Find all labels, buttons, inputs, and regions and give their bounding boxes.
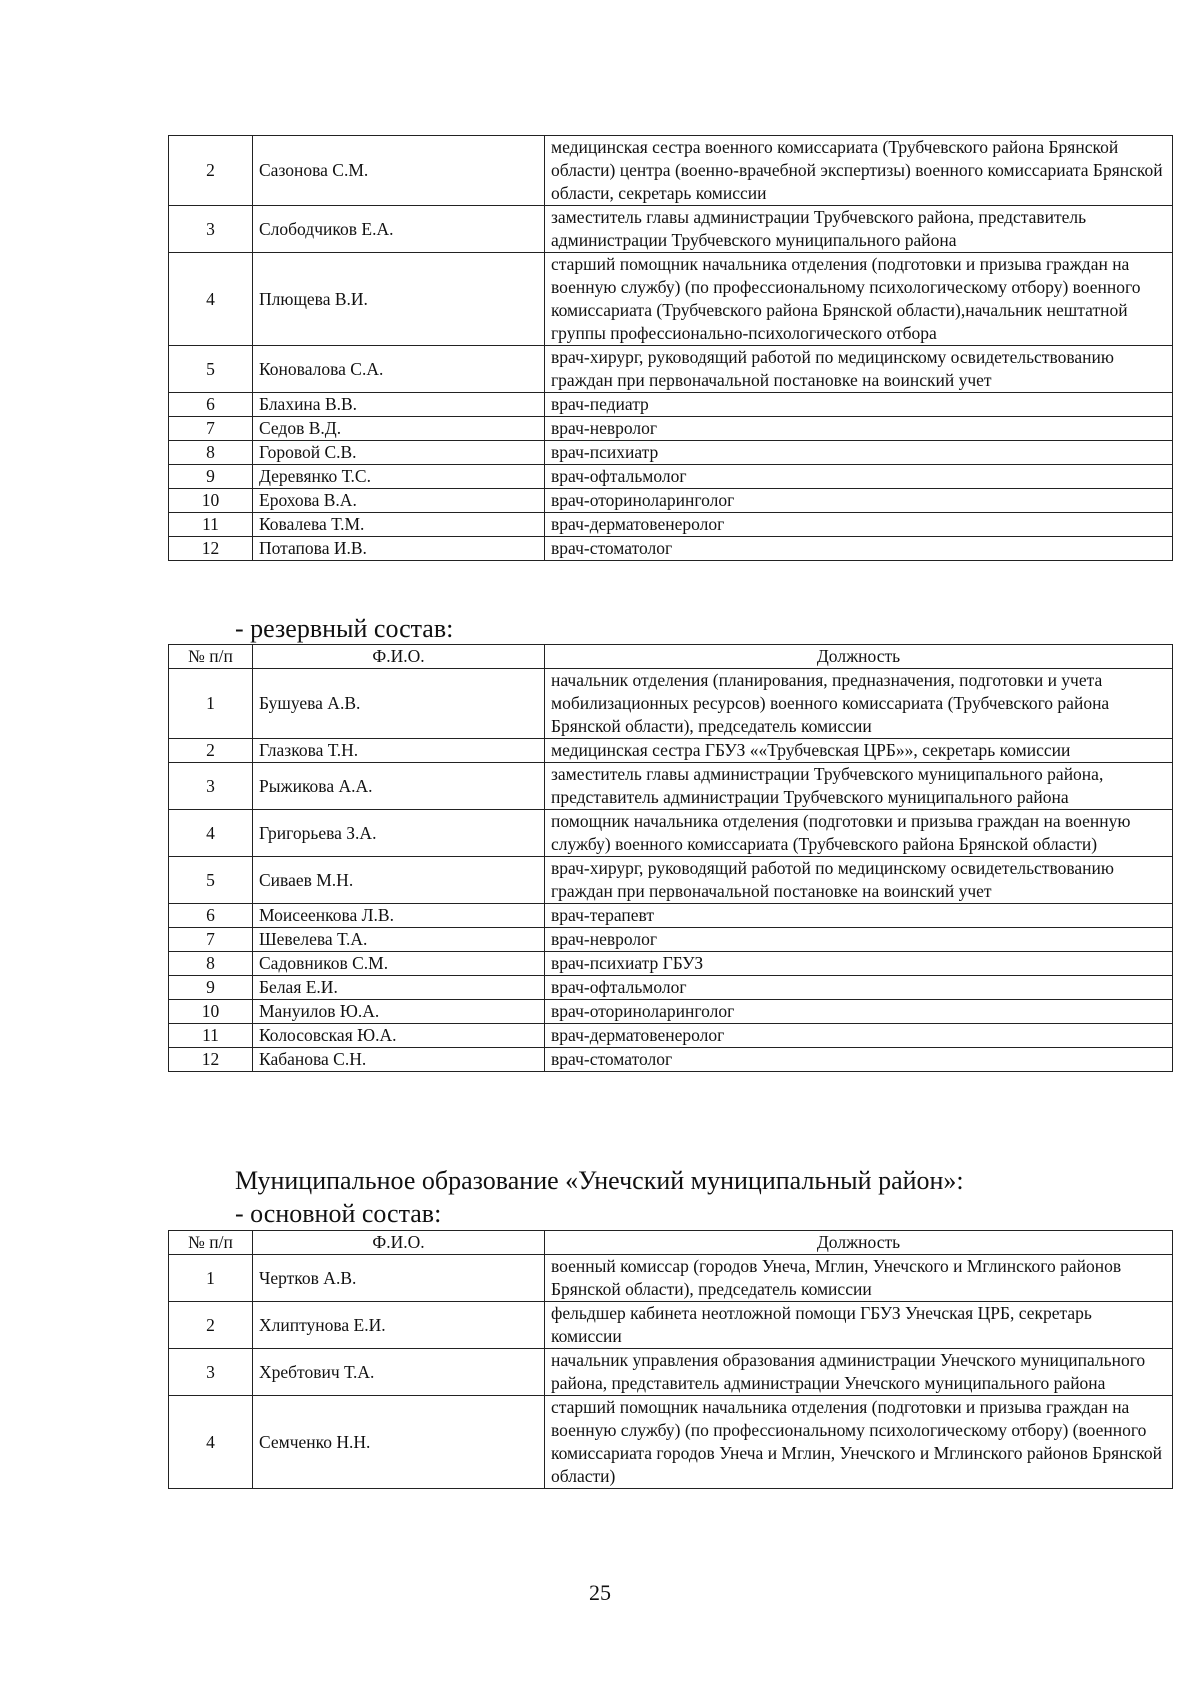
row-number: 8 xyxy=(169,441,253,465)
row-number: 4 xyxy=(169,253,253,346)
row-full-name: Потапова И.В. xyxy=(253,537,545,561)
row-full-name: Глазкова Т.Н. xyxy=(253,739,545,763)
header-position: Должность xyxy=(545,645,1173,669)
table-row xyxy=(169,857,1173,904)
row-number: 11 xyxy=(169,1024,253,1048)
table-row xyxy=(169,763,1173,810)
row-full-name: Бушуева А.В. xyxy=(253,669,545,739)
table-row xyxy=(169,1255,1173,1302)
row-full-name: Семченко Н.Н. xyxy=(253,1396,545,1489)
table-row xyxy=(169,136,1173,206)
table-row xyxy=(169,489,1173,513)
row-position: помощник начальника отделения (подготовки и призыва граждан на военную службу) военного комиссариата (Трубчевского района Брянской области) xyxy=(545,810,1173,857)
table-body xyxy=(169,669,1173,1072)
row-number: 2 xyxy=(169,136,253,206)
row-position: врач-психиатр ГБУЗ xyxy=(545,952,1173,976)
reserve-composition-heading: - резервный состав: xyxy=(235,614,454,643)
table-row xyxy=(169,976,1173,1000)
table-row xyxy=(169,1349,1173,1396)
table-row xyxy=(169,465,1173,489)
row-position: врач-терапевт xyxy=(545,904,1173,928)
row-position: врач-офтальмолог xyxy=(545,976,1173,1000)
table-row xyxy=(169,513,1173,537)
row-number: 9 xyxy=(169,976,253,1000)
row-full-name: Горовой С.В. xyxy=(253,441,545,465)
row-full-name: Ерохова В.А. xyxy=(253,489,545,513)
row-full-name: Кабанова С.Н. xyxy=(253,1048,545,1072)
table-row xyxy=(169,417,1173,441)
row-position: врач-педиатр xyxy=(545,393,1173,417)
row-number: 4 xyxy=(169,1396,253,1489)
row-full-name: Сазонова С.М. xyxy=(253,136,545,206)
reserve-composition-table xyxy=(168,644,1173,1072)
row-position: врач-дерматовенеролог xyxy=(545,513,1173,537)
table-header xyxy=(169,1231,1173,1255)
header-number: № п/п xyxy=(169,1231,253,1255)
table-header-row xyxy=(169,1231,1173,1255)
row-full-name: Садовников С.М. xyxy=(253,952,545,976)
row-number: 6 xyxy=(169,904,253,928)
table-row xyxy=(169,904,1173,928)
row-position: медицинская сестра ГБУЗ ««Трубчевская ЦРБ»», секретарь комиссии xyxy=(545,739,1173,763)
row-number: 1 xyxy=(169,1255,253,1302)
row-full-name: Хребтович Т.А. xyxy=(253,1349,545,1396)
row-full-name: Хлиптунова Е.И. xyxy=(253,1302,545,1349)
row-position: военный комиссар (городов Унеча, Мглин, Унечского и Мглинского районов Брянской области), председатель комиссии xyxy=(545,1255,1173,1302)
header-position: Должность xyxy=(545,1231,1173,1255)
table-row xyxy=(169,810,1173,857)
table-row xyxy=(169,253,1173,346)
table-row xyxy=(169,739,1173,763)
row-position: врач-офтальмолог xyxy=(545,465,1173,489)
row-position: врач-невролог xyxy=(545,928,1173,952)
table-row xyxy=(169,441,1173,465)
main-composition-heading: - основной состав: xyxy=(235,1199,442,1228)
row-position: врач-стоматолог xyxy=(545,537,1173,561)
header-name: Ф.И.О. xyxy=(253,645,545,669)
table-row xyxy=(169,928,1173,952)
row-number: 3 xyxy=(169,1349,253,1396)
row-number: 7 xyxy=(169,928,253,952)
row-number: 8 xyxy=(169,952,253,976)
table-row xyxy=(169,393,1173,417)
row-number: 5 xyxy=(169,857,253,904)
table-body xyxy=(169,136,1173,561)
row-full-name: Колосовская Ю.А. xyxy=(253,1024,545,1048)
row-position: медицинская сестра военного комиссариата (Трубчевского района Брянской области) центра (военно-врачебной экспертизы) военного комиссариата Брянской области, секретарь комиссии xyxy=(545,136,1173,206)
row-position: заместитель главы администрации Трубчевского района, представитель администрации Трубчевского муниципального района xyxy=(545,206,1173,253)
row-full-name: Слободчиков Е.А. xyxy=(253,206,545,253)
table-body xyxy=(169,1255,1173,1489)
main-composition-table-continued xyxy=(168,135,1173,561)
row-number: 3 xyxy=(169,763,253,810)
row-number: 10 xyxy=(169,1000,253,1024)
row-full-name: Рыжикова А.А. xyxy=(253,763,545,810)
page-number: 25 xyxy=(589,1580,611,1605)
row-full-name: Шевелева Т.А. xyxy=(253,928,545,952)
row-number: 9 xyxy=(169,465,253,489)
table-row xyxy=(169,1396,1173,1489)
row-number: 5 xyxy=(169,346,253,393)
table-row xyxy=(169,1302,1173,1349)
row-position: старший помощник начальника отделения (подготовки и призыва граждан на военную службу) (по профессиональному психологическому отбору) (военного комиссариата городов Унеча и Мглин, Унечского и Мглинского районов Брянской области) xyxy=(545,1396,1173,1489)
row-position: врач-оториноларинголог xyxy=(545,1000,1173,1024)
table-row xyxy=(169,952,1173,976)
table-row xyxy=(169,1000,1173,1024)
table-row xyxy=(169,537,1173,561)
row-position: фельдшер кабинета неотложной помощи ГБУЗ Унечская ЦРБ, секретарь комиссии xyxy=(545,1302,1173,1349)
row-position: начальник отделения (планирования, предназначения, подготовки и учета мобилизационных ресурсов) военного комиссариата (Трубчевского района Брянской области), председатель комиссии xyxy=(545,669,1173,739)
row-full-name: Мануилов Ю.А. xyxy=(253,1000,545,1024)
municipality-heading: Муниципальное образование «Унечский муниципальный район»: xyxy=(235,1166,964,1195)
table-row xyxy=(169,669,1173,739)
table-row xyxy=(169,1048,1173,1072)
row-full-name: Чертков А.В. xyxy=(253,1255,545,1302)
row-full-name: Коновалова С.А. xyxy=(253,346,545,393)
table-header-row xyxy=(169,645,1173,669)
row-position: врач-хирург, руководящий работой по медицинскому освидетельствованию граждан при первоначальной постановке на воинский учет xyxy=(545,346,1173,393)
row-full-name: Деревянко Т.С. xyxy=(253,465,545,489)
row-full-name: Моисеенкова Л.В. xyxy=(253,904,545,928)
row-number: 2 xyxy=(169,1302,253,1349)
row-position: врач-хирург, руководящий работой по медицинскому освидетельствованию граждан при первоначальной постановке на воинский учет xyxy=(545,857,1173,904)
row-position: начальник управления образования администрации Унечского муниципального района, представитель администрации Унечского муниципального района xyxy=(545,1349,1173,1396)
table-row xyxy=(169,1024,1173,1048)
row-position: врач-психиатр xyxy=(545,441,1173,465)
row-position: врач-оториноларинголог xyxy=(545,489,1173,513)
row-number: 2 xyxy=(169,739,253,763)
table-row xyxy=(169,346,1173,393)
row-position: старший помощник начальника отделения (подготовки и призыва граждан на военную службу) (по профессиональному психологическому отбору) военного комиссариата (Трубчевского района Брянской области),начальник нештатной группы профессионально-психологического отбора xyxy=(545,253,1173,346)
table-row xyxy=(169,206,1173,253)
unecha-main-composition-table xyxy=(168,1230,1173,1489)
row-position: заместитель главы администрации Трубчевского муниципального района, представитель администрации Трубчевского муниципального района xyxy=(545,763,1173,810)
row-position: врач-невролог xyxy=(545,417,1173,441)
row-full-name: Плющева В.И. xyxy=(253,253,545,346)
header-name: Ф.И.О. xyxy=(253,1231,545,1255)
row-full-name: Григорьева З.А. xyxy=(253,810,545,857)
table-header xyxy=(169,645,1173,669)
row-full-name: Блахина В.В. xyxy=(253,393,545,417)
row-number: 12 xyxy=(169,1048,253,1072)
row-number: 12 xyxy=(169,537,253,561)
row-number: 7 xyxy=(169,417,253,441)
row-number: 4 xyxy=(169,810,253,857)
header-number: № п/п xyxy=(169,645,253,669)
row-number: 6 xyxy=(169,393,253,417)
row-number: 3 xyxy=(169,206,253,253)
row-position: врач-стоматолог xyxy=(545,1048,1173,1072)
row-full-name: Белая Е.И. xyxy=(253,976,545,1000)
row-full-name: Седов В.Д. xyxy=(253,417,545,441)
row-number: 1 xyxy=(169,669,253,739)
row-number: 10 xyxy=(169,489,253,513)
row-number: 11 xyxy=(169,513,253,537)
row-full-name: Ковалева Т.М. xyxy=(253,513,545,537)
row-position: врач-дерматовенеролог xyxy=(545,1024,1173,1048)
row-full-name: Сиваев М.Н. xyxy=(253,857,545,904)
